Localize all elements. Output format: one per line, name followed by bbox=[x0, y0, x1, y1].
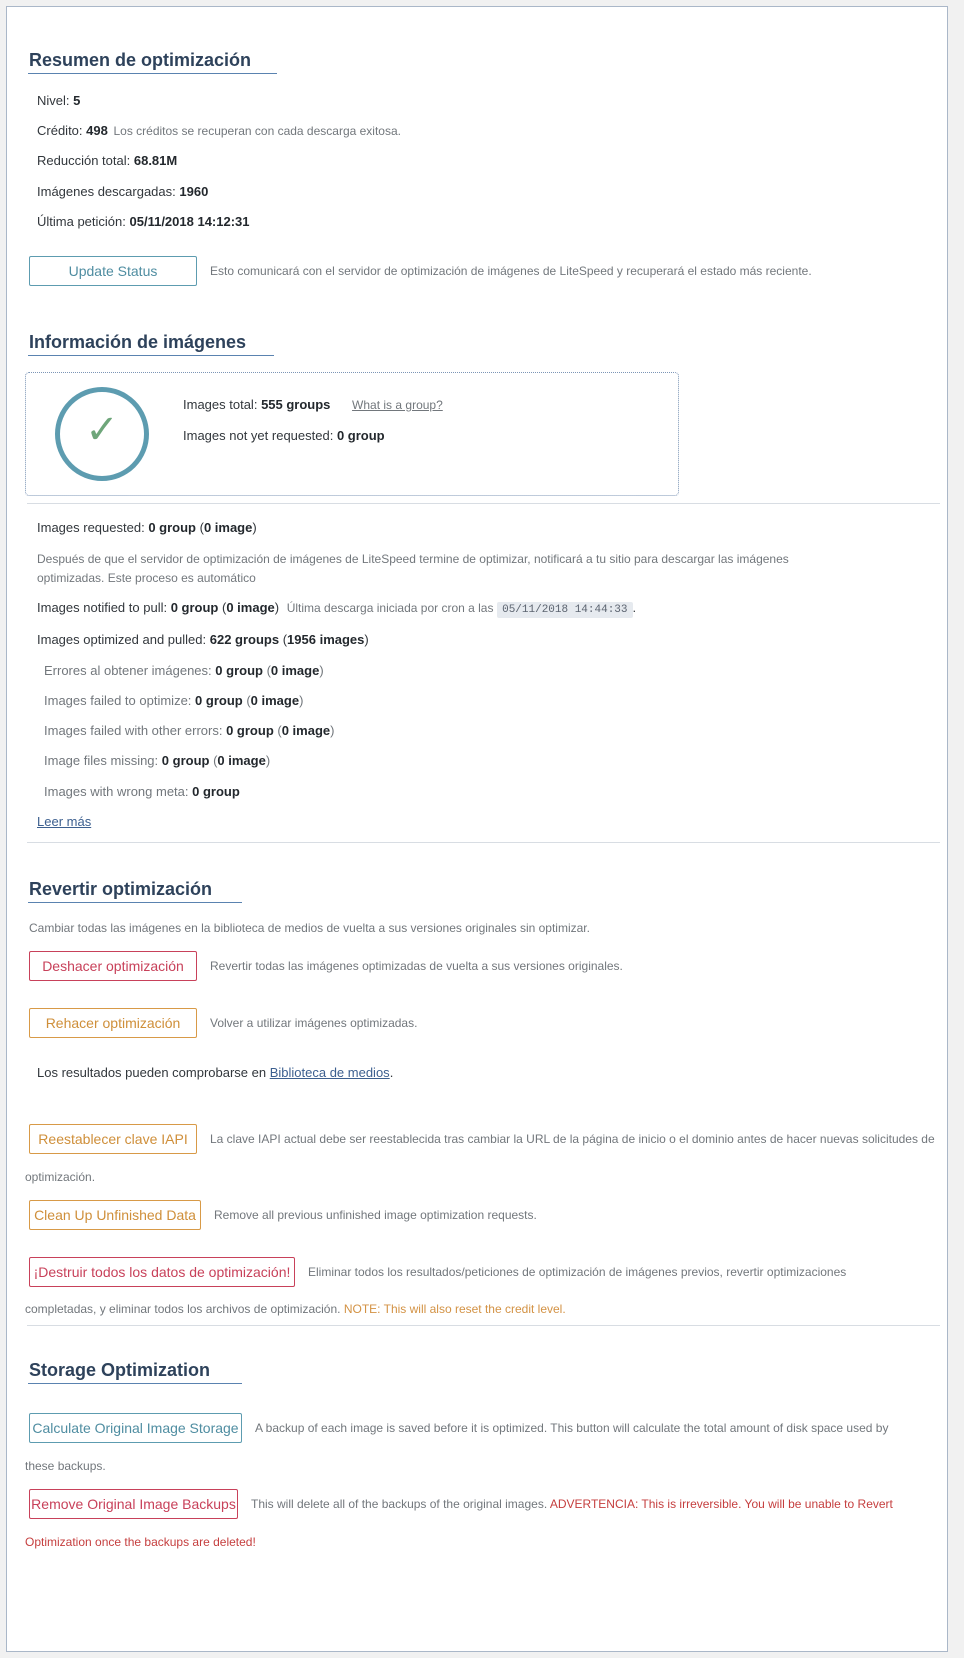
undo-optimization-button[interactable]: Deshacer optimización bbox=[29, 951, 197, 981]
destroy-note: NOTE: This will also reset the credit level. bbox=[343, 1302, 566, 1316]
server-note: Después de que el servidor de optimización de imágenes de LiteSpeed termine de optimizar, notificará a tu sitio para descargar las imágenes optimizadas. Este proceso es automático bbox=[37, 552, 789, 585]
destroy-all-data-button[interactable]: ¡Destruir todos los datos de optimización! bbox=[29, 1257, 295, 1287]
results-row: Los resultados pueden comprobarse en Biblioteca de medios. bbox=[37, 1065, 394, 1080]
media-library-link[interactable]: Biblioteca de medios bbox=[269, 1065, 390, 1080]
revert-intro: Cambiar todas las imágenes en la biblioteca de medios de vuelta a sus versiones originales sin optimizar. bbox=[29, 921, 590, 935]
redo-optimization-button[interactable]: Rehacer optimización bbox=[29, 1008, 197, 1038]
downloaded-row: Imágenes descargadas: 1960 bbox=[37, 184, 209, 199]
remove-backups-button[interactable]: Remove Original Image Backups bbox=[29, 1489, 238, 1519]
calculate-storage-button[interactable]: Calculate Original Image Storage bbox=[29, 1413, 242, 1443]
wrong-meta-row: Images with wrong meta: 0 group bbox=[44, 784, 240, 799]
destroy-desc-line1: Eliminar todos los resultados/peticiones de optimización de imágenes previos, revertir optimizaciones bbox=[308, 1265, 847, 1279]
level-row: Nivel: 5 bbox=[37, 93, 81, 108]
credit-note: Los créditos se recuperan con cada descarga exitosa. bbox=[113, 124, 401, 138]
remove-warning-line2: Optimization once the backups are deleted! bbox=[25, 1535, 256, 1549]
pulled-row: Images optimized and pulled: 622 groups (1956 images) bbox=[37, 632, 369, 647]
summary-title: Resumen de optimización bbox=[28, 50, 277, 74]
status-ring bbox=[55, 387, 149, 481]
downloaded-value: 1960 bbox=[179, 184, 209, 199]
image-summary-box bbox=[25, 372, 679, 496]
failed-row: Images failed to optimize: 0 group (0 image) bbox=[44, 693, 304, 708]
reset-iapi-key-button[interactable]: Reestablecer clave IAPI bbox=[29, 1124, 197, 1154]
not-requested-value: 0 group bbox=[336, 428, 385, 443]
missing-row: Image files missing: 0 group (0 image) bbox=[44, 753, 271, 768]
last-request-row: Última petición: 05/11/2018 14:12:31 bbox=[37, 214, 250, 229]
last-request-value: 05/11/2018 14:12:31 bbox=[129, 214, 250, 229]
divider bbox=[27, 1325, 940, 1326]
check-icon: ✓ bbox=[85, 408, 119, 452]
update-status-button[interactable]: Update Status bbox=[29, 256, 197, 286]
reset-desc-line1: La clave IAPI actual debe ser reestablecida tras cambiar la URL de la página de inicio o el dominio antes de hacer nuevas solicitudes de bbox=[210, 1132, 935, 1146]
cron-time: 05/11/2018 14:44:33 bbox=[497, 602, 632, 618]
other-errors-row: Images failed with other errors: 0 group (0 image) bbox=[44, 723, 335, 738]
reduction-value: 68.81M bbox=[133, 153, 178, 168]
storage-title: Storage Optimization bbox=[28, 1360, 242, 1384]
remove-desc-line1: This will delete all of the backups of the original images. ADVERTENCIA: This is irreversible. You will be unable to Revert bbox=[251, 1497, 893, 1511]
calc-desc-line2: these backups. bbox=[25, 1459, 106, 1473]
main-panel bbox=[6, 6, 948, 1652]
cron-note: Última descarga iniciada por cron a las bbox=[286, 601, 494, 615]
redo-desc: Volver a utilizar imágenes optimizadas. bbox=[210, 1016, 418, 1030]
total-value: 555 groups bbox=[261, 397, 331, 412]
reset-desc-line2: optimización. bbox=[25, 1170, 96, 1184]
divider bbox=[27, 503, 940, 504]
requested-row: Images requested: 0 group (0 image) bbox=[37, 520, 257, 535]
credit-row: Crédito: 498 Los créditos se recuperan con cada descarga exitosa. bbox=[37, 123, 401, 138]
notified-row: Images notified to pull: 0 group (0 image) Última descarga iniciada por cron a las 05/11/2018 14:44:33 . bbox=[37, 600, 637, 616]
level-value: 5 bbox=[73, 93, 81, 108]
total-row: Images total: 555 groups What is a group? bbox=[183, 397, 443, 412]
divider bbox=[27, 842, 940, 843]
errors-row: Errores al obtener imágenes: 0 group (0 image) bbox=[44, 663, 324, 678]
not-requested-row: Images not yet requested: 0 group bbox=[183, 428, 385, 443]
credit-value: 498 bbox=[86, 123, 108, 138]
remove-warning: ADVERTENCIA: This is irreversible. You will be unable to Revert bbox=[549, 1497, 893, 1511]
read-more-link[interactable]: Leer más bbox=[37, 814, 92, 829]
what-is-group-link[interactable]: What is a group? bbox=[352, 398, 443, 412]
reduction-row: Reducción total: 68.81M bbox=[37, 153, 178, 168]
update-status-desc: Esto comunicará con el servidor de optimización de imágenes de LiteSpeed y recuperará el estado más reciente. bbox=[210, 264, 812, 278]
info-title: Información de imágenes bbox=[28, 332, 274, 356]
cleanup-desc: Remove all previous unfinished image optimization requests. bbox=[214, 1208, 537, 1222]
destroy-desc-line2: completadas, y eliminar todos los archivos de optimización. NOTE: This will also reset the credit level. bbox=[25, 1302, 566, 1316]
clean-up-unfinished-button[interactable]: Clean Up Unfinished Data bbox=[29, 1200, 201, 1230]
undo-desc: Revertir todas las imágenes optimizadas de vuelta a sus versiones originales. bbox=[210, 959, 623, 973]
revert-title: Revertir optimización bbox=[28, 879, 242, 903]
calc-desc-line1: A backup of each image is saved before it is optimized. This button will calculate the total amount of disk space used by bbox=[255, 1421, 889, 1435]
